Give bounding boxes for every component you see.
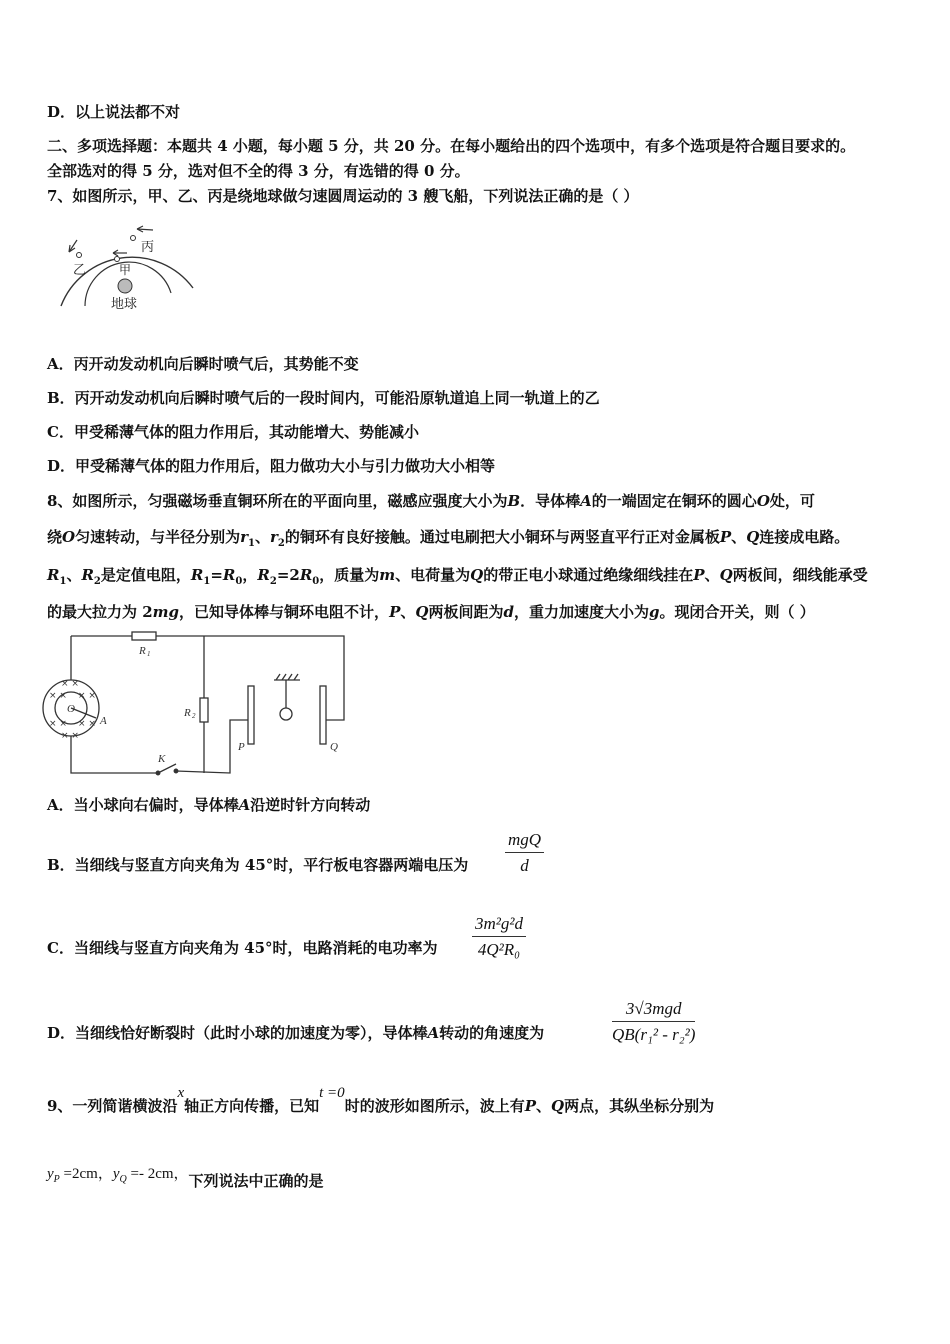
ball — [280, 708, 292, 720]
q9-stem-line1: 9、一列简谐横波沿x轴正方向传播，已知t =0时的波形如图所示，波上有P、Q两点，其纵坐标分别为 — [47, 1085, 715, 1115]
fraction-numerator: mgQ — [505, 830, 544, 853]
q8-option-b: B．当细线与竖直方向夹角为 45°时，平行板电容器两端电压为 — [47, 856, 469, 874]
label-k: K — [158, 753, 166, 765]
label-r1: R — [139, 645, 146, 657]
svg-text:× ×: × × — [49, 719, 67, 729]
label-o: O — [67, 703, 75, 715]
section2-header-line2: 全部选对的得 5 分，选对但不全的得 3 分，有选错的得 0 分。 — [47, 162, 470, 180]
switch-k — [158, 764, 176, 773]
resistor-r2 — [200, 698, 208, 722]
svg-text:× ×: × × — [61, 679, 79, 689]
section2-header-line1: 二、多项选择题：本题共 4 小题，每小题 5 分，共 20 分。在每小题给出的四个选项中，有多个选项是符合题目要求的。 — [47, 137, 856, 155]
q8-option-b-fraction — [505, 830, 544, 876]
q8-option-c-fraction — [472, 914, 526, 960]
q8-stem-line2: 绕O匀速转动，与半径分别为$r_1$、$r_2$的铜环有良好接触。通过电刷把大小铜环与两竖直平行正对金属板P、Q连接成电路。 — [47, 528, 850, 549]
q8-stem-line1: 8、如图所示，匀强磁场垂直铜环所在的平面向里，磁感应强度大小为B．导体棒A的一端固定在铜环的圆心O处，可 — [47, 492, 815, 510]
fraction-numerator: 3√3mgd — [612, 999, 695, 1022]
q9-stem-line2: $y_P =2cm$，$y_Q =- 2cm$，下列说法中正确的是 — [47, 1166, 324, 1190]
label-bing: 丙 — [141, 240, 155, 255]
plate-p — [248, 686, 254, 744]
earth — [118, 279, 132, 293]
ship-jia — [115, 257, 120, 262]
label-jia: 甲 — [119, 263, 132, 277]
svg-text:2: 2 — [192, 712, 196, 720]
label-earth: 地球 — [111, 297, 138, 312]
label-yi: 乙 — [73, 263, 87, 278]
svg-text:1: 1 — [147, 650, 151, 658]
q7-option-a: A．丙开动发动机向后瞬时喷气后，其势能不变 — [47, 355, 359, 373]
svg-text:× ×: × × — [49, 691, 67, 701]
q8-option-d-fraction — [612, 999, 695, 1045]
fraction-denominator: 4Q²R₀ — [477, 940, 521, 959]
label-p: P — [238, 741, 245, 753]
q7-option-d: D．甲受稀薄气体的阻力作用后，阻力做功大小与引力做功大小相等 — [47, 457, 496, 475]
label-r2: R — [184, 707, 191, 719]
q6-option-d: D．以上说法都不对 — [47, 103, 181, 121]
resistor-r1 — [132, 632, 156, 640]
fraction-denominator: d — [520, 856, 529, 875]
svg-text:× ×: × × — [61, 731, 79, 741]
q8-option-a: A．当小球向右偏时，导体棒A沿逆时针方向转动 — [47, 796, 371, 814]
ship-yi — [77, 253, 82, 258]
q8-stem-line4: 的最大拉力为 2mg，已知导体棒与铜环电阻不计，P、Q两板间距为d，重力加速度大小为g。现闭合开关，则（ ） — [47, 603, 815, 621]
q7-stem: 7、如图所示，甲、乙、丙是绕地球做匀速圆周运动的 3 艘飞船，下列说法正确的是（ ） — [47, 187, 639, 205]
q7-option-b: B．丙开动发动机向后瞬时喷气后的一段时间内，可能沿原轨道追上同一轨道上的乙 — [47, 389, 600, 407]
ship-bing — [131, 236, 136, 241]
q8-stem-line3: $R_1$、$R_2$是定值电阻，$R_1=R_0$，$R_2=2R_0$，质量为m、电荷量为Q的带正电小球通过绝缘细线挂在P、Q两板间，细线能承受 — [47, 566, 868, 587]
fraction-numerator: 3m²g²d — [472, 914, 526, 937]
q8-option-d: D．当细线恰好断裂时（此时小球的加速度为零），导体棒A转动的角速度为 — [47, 1024, 545, 1042]
label-a: A — [100, 715, 107, 727]
q8-circuit-figure — [38, 628, 358, 780]
q7-orbit-figure — [55, 218, 205, 318]
plate-q — [320, 686, 326, 744]
svg-text:× ×: × × — [78, 719, 96, 729]
svg-text:× ×: × × — [78, 691, 96, 701]
label-q: Q — [330, 741, 338, 753]
q8-option-c: C．当细线与竖直方向夹角为 45°时，电路消耗的电功率为 — [47, 939, 438, 957]
q7-option-c: C．甲受稀薄气体的阻力作用后，其动能增大、势能减小 — [47, 423, 419, 441]
fraction-denominator: QB(r₁² - r₂²) — [612, 1025, 696, 1044]
